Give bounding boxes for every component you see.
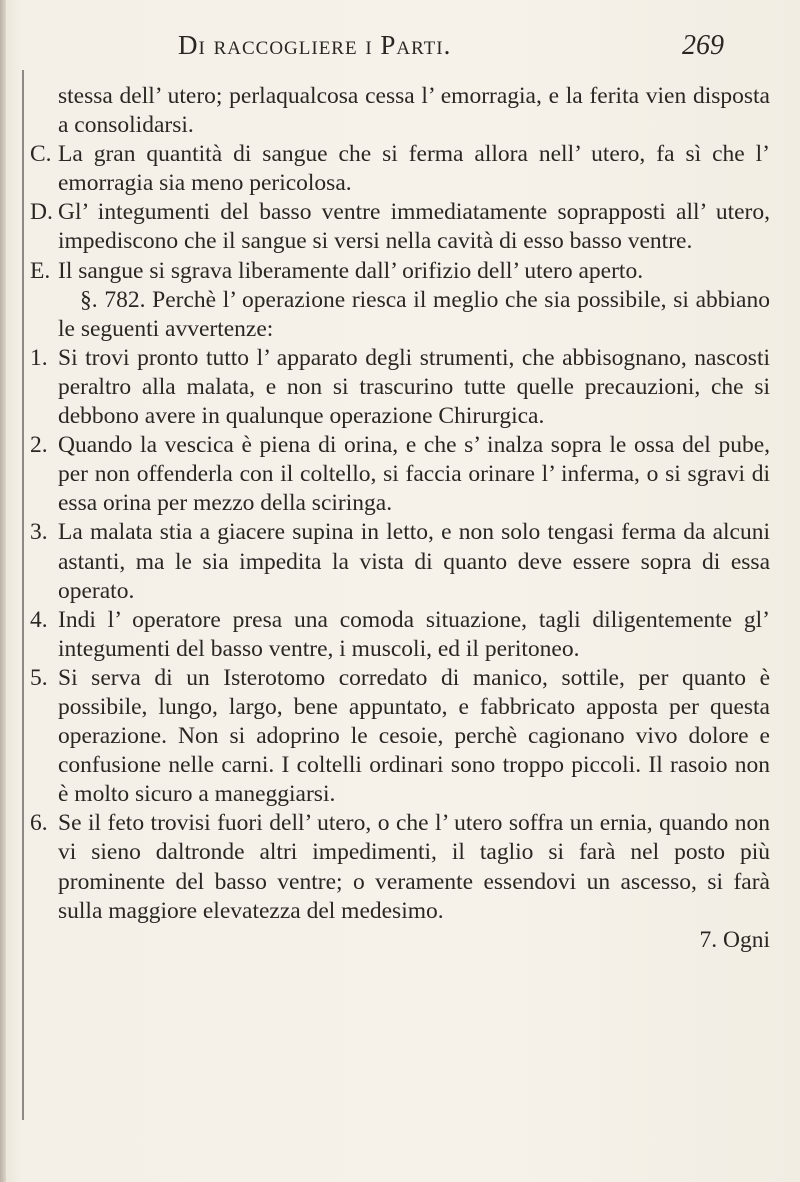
page-gutter-edge bbox=[0, 0, 6, 1182]
margin-rule bbox=[22, 70, 24, 1120]
list-item-text: Se il feto trovisi fuori dell’ utero, o che l’ utero soffra un ernia, quando non vi sieno daltronde altri impedimenti, il taglio si farà nel posto più prominente del basso ventre; o veramente essendovi un ascesso, si farà sulla maggiore elevatezza del medesimo. bbox=[58, 810, 770, 924]
list-marker: 2. bbox=[30, 432, 48, 459]
page-header bbox=[0, 30, 800, 70]
list-item-text: Indi l’ operatore presa una comoda situazione, tagli diligentemente gl’ integumenti del basso ventre, i muscoli, ed il peritoneo. bbox=[58, 606, 770, 662]
paragraph-text: Il sangue si sgrava liberamente dall’ orifizio dell’ utero aperto. bbox=[58, 257, 644, 284]
body-text bbox=[30, 82, 770, 955]
list-item-2 bbox=[30, 431, 770, 518]
catchword: 7. Ogni bbox=[699, 926, 770, 953]
page-number: 269 bbox=[682, 30, 724, 61]
paragraph-text: §. 782. Perchè l’ operazione riesca il meglio che sia possibile, si abbiano le seguenti avvertenze: bbox=[58, 286, 770, 342]
paragraph-text: La gran quantità di sangue che si ferma allora nell’ utero, fa sì che l’ emorragia sia meno pericolosa. bbox=[58, 141, 770, 197]
list-marker: 3. bbox=[30, 519, 48, 546]
paragraph-c bbox=[30, 140, 770, 198]
paragraph-text: stessa dell’ utero; perlaqualcosa cessa l’ emorragia, e la ferita vien disposta a consolidarsi. bbox=[58, 83, 770, 139]
paragraph-marker: D. bbox=[30, 199, 53, 226]
list-item-text: Quando la vescica è piena di orina, e che s’ inalza sopra le ossa del pube, per non offenderla con il coltello, si faccia orinare l’ inferma, o si sgravi di essa orina per mezzo della sciringa. bbox=[58, 432, 770, 517]
list-marker: 1. bbox=[30, 344, 48, 371]
paragraph-e bbox=[30, 257, 770, 286]
section-782 bbox=[30, 286, 770, 344]
list-item-5 bbox=[30, 664, 770, 809]
paragraph-marker: E. bbox=[30, 257, 51, 284]
catchword-line bbox=[30, 926, 770, 955]
list-item-text: La malata stia a giacere supina in letto, e non solo tengasi ferma da alcuni astanti, ma le sia impedita la vista di quanto deve essere sopra di essa operato. bbox=[58, 519, 770, 604]
list-item-text: Si serva di un Isterotomo corredato di manico, sottile, per quanto è possibile, lungo, largo, bene appuntato, e fabbricato apposta per questa operazione. Non si adoprino le cesoie, perchè cagionano vivo dolore e confusione nelle carni. I coltelli ordinari sono troppo piccoli. Il rasoio non è molto sicuro a maneggiarsi. bbox=[58, 664, 770, 808]
paragraph-marker: C. bbox=[30, 141, 52, 168]
list-item-3 bbox=[30, 518, 770, 605]
list-item-4 bbox=[30, 606, 770, 664]
paragraph-d bbox=[30, 198, 770, 256]
list-marker: 6. bbox=[30, 810, 48, 837]
running-head: Di raccogliere i Parti. bbox=[178, 30, 452, 60]
list-item-1 bbox=[30, 344, 770, 431]
list-marker: 5. bbox=[30, 664, 48, 691]
paragraph-text: Gl’ integumenti del basso ventre immediatamente soprapposti all’ utero, impediscono che il sangue si versi nella cavità di esso basso ventre. bbox=[58, 199, 770, 255]
list-item-text: Si trovi pronto tutto l’ apparato degli strumenti, che abbisognano, nascosti peraltro alla malata, e non si trascurino tutte quelle precauzioni, che si debbono avere in qualunque operazione Chirurgica. bbox=[58, 344, 770, 430]
list-item-6 bbox=[30, 809, 770, 925]
list-marker: 4. bbox=[30, 606, 48, 633]
paragraph-continuation bbox=[30, 82, 770, 140]
